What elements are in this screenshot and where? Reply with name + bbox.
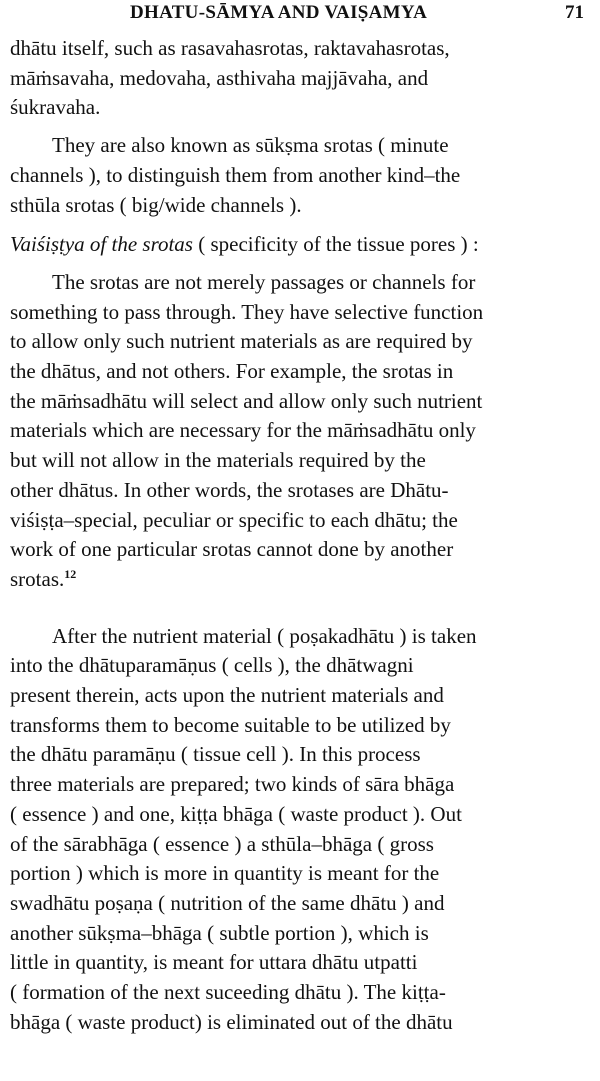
- text-line: into the dhātuparamāṇus ( cells ), the dhātwagni: [10, 653, 414, 678]
- paragraph-srotas-list: [10, 34, 590, 123]
- page-number: 71: [565, 2, 584, 23]
- chapter-title: DHATU-SĀMYA AND VAIṢAMYA: [130, 2, 428, 23]
- text-line: ( formation of the next suceeding dhātu ). The kiṭṭa-: [10, 980, 446, 1005]
- text-line: bhāga ( waste product) is eliminated out of the dhātu: [10, 1009, 453, 1034]
- heading-gloss: ( specificity of the tissue pores ) :: [192, 232, 479, 257]
- text-line: little in quantity, is meant for uttara dhātu utpatti: [10, 950, 418, 975]
- footnote-reference: 12: [64, 566, 77, 581]
- text-line: to allow only such nutrient materials as are required by: [10, 329, 473, 354]
- text-line: portion ) which is more in quantity is meant for the: [10, 861, 440, 886]
- text-line: viśiṣṭa–special, peculiar or specific to each dhātu; the: [10, 507, 458, 532]
- text-line: The srotas are not merely passages or channels for: [52, 269, 476, 294]
- text-line: dhātu itself, such as rasavahasrotas, raktavahasrotas,: [10, 36, 450, 60]
- running-head: [10, 0, 590, 34]
- text-line: another sūkṣma–bhāga ( subtle portion ), which is: [10, 920, 429, 945]
- text-line: present therein, acts upon the nutrient materials and: [10, 683, 444, 708]
- last-line-text: srotas.: [10, 566, 65, 591]
- paragraph-selective-function: [10, 268, 590, 595]
- text-line: but will not allow in the materials required by the: [10, 448, 426, 473]
- paragraph-suksma-srotas: [10, 131, 590, 220]
- text-line: of the sārabhāga ( essence ) a sthūla–bhāga ( gross: [10, 831, 434, 856]
- text-line: work of one particular srotas cannot done by another: [10, 537, 454, 562]
- text-line: transforms them to become suitable to be utilized by: [10, 712, 451, 737]
- text-line: They are also known as sūkṣma srotas ( minute: [52, 133, 449, 158]
- text-line: swadhātu poṣaṇa ( nutrition of the same dhātu ) and: [10, 890, 445, 915]
- text-line: After the nutrient material ( poṣakadhātu ) is taken: [52, 623, 477, 648]
- text-line: sthūla srotas ( big/wide channels ).: [10, 192, 302, 217]
- book-page: [10, 0, 590, 1038]
- text-line: the māṁsadhātu will select and allow only such nutrient: [10, 388, 483, 413]
- text-line-last: [10, 565, 590, 595]
- heading-italic-label: Vaiśiṣṭya of the srotas: [10, 232, 193, 257]
- text-line: other dhātus. In other words, the srotases are Dhātu-: [10, 477, 449, 502]
- text-line: śukravaha.: [10, 95, 101, 120]
- heading-line: [10, 230, 590, 260]
- text-line: the dhātus, and not others. For example, the srotas in: [10, 359, 454, 384]
- text-line: the dhātu paramāṇu ( tissue cell ). In this process: [10, 742, 421, 767]
- text-line: channels ), to distinguish them from another kind–the: [10, 162, 461, 187]
- text-line: māṁsavaha, medovaha, asthivaha majjāvaha, and: [10, 65, 429, 90]
- text-line: ( essence ) and one, kiṭṭa bhāga ( waste product ). Out: [10, 801, 462, 826]
- text-line: materials which are necessary for the māṁsadhātu only: [10, 418, 476, 443]
- text-line: something to pass through. They have selective function: [10, 299, 484, 324]
- paragraph-nutrient-processing: [10, 622, 590, 1038]
- text-line: three materials are prepared; two kinds of sāra bhāga: [10, 772, 455, 797]
- section-heading-vaisistya: [10, 230, 590, 260]
